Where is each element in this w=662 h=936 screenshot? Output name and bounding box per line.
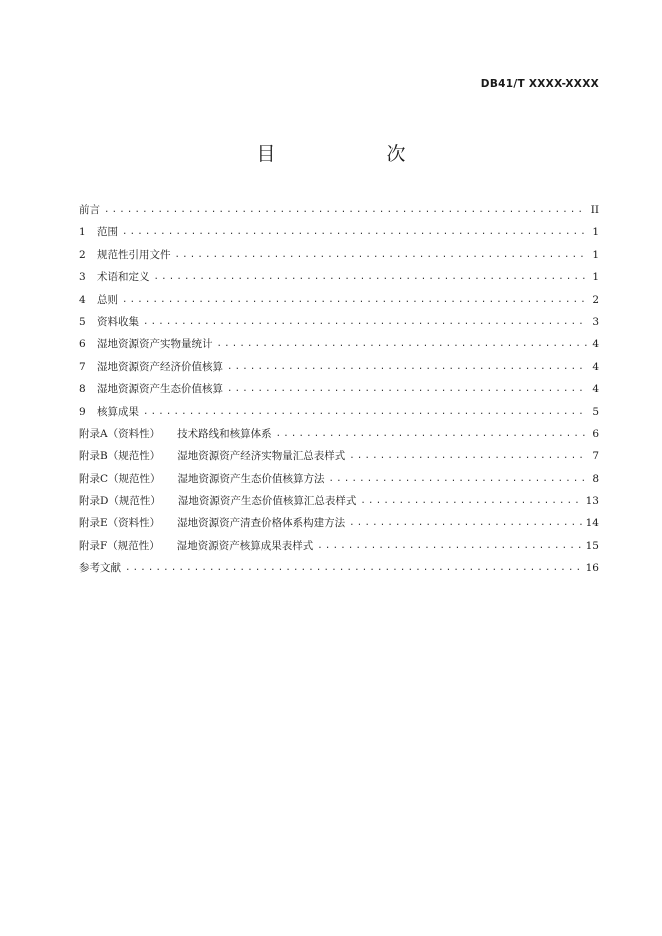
toc-page-number: 6 bbox=[592, 427, 599, 440]
toc-leader-dots bbox=[122, 221, 587, 243]
toc-page-number: 1 bbox=[592, 271, 599, 284]
toc-entry-4[interactable] bbox=[79, 289, 599, 311]
toc-leader-dots bbox=[276, 423, 587, 445]
toc-entry-text: 湿地资源资产清查价格体系构建方法 bbox=[177, 517, 346, 530]
toc-entry-text: 总则 bbox=[97, 293, 118, 306]
toc-page-number: 8 bbox=[592, 472, 599, 485]
toc-entry-annex-c[interactable] bbox=[79, 468, 599, 490]
toc-annex-label: 附录E（资料性） bbox=[79, 517, 161, 530]
toc-entry-number: 8 bbox=[79, 383, 86, 396]
toc-leader-dots bbox=[154, 266, 588, 288]
toc-page-number: 7 bbox=[592, 450, 599, 463]
toc-entry-text: 技术路线和核算体系 bbox=[177, 427, 272, 440]
toc-entry-annex-f[interactable] bbox=[79, 535, 599, 557]
toc-entry-annex-d[interactable] bbox=[79, 490, 599, 512]
toc-entry-text: 湿地资源资产核算成果表样式 bbox=[176, 539, 314, 552]
toc-entry-number: 7 bbox=[79, 360, 86, 373]
toc-leader-dots bbox=[122, 289, 587, 311]
toc-leader-dots bbox=[227, 378, 587, 400]
toc-entry-number: 5 bbox=[79, 315, 86, 328]
toc-page-number: 13 bbox=[585, 495, 599, 508]
toc-entry-text: 湿地资源资产生态价值核算 bbox=[97, 383, 223, 396]
toc-page-number: 2 bbox=[592, 293, 599, 306]
toc-entry-text: 资料收集 bbox=[97, 315, 139, 328]
toc-annex-label: 附录B（规范性） bbox=[79, 450, 161, 463]
toc-page-number: 4 bbox=[592, 338, 599, 351]
toc-page-number: 15 bbox=[585, 539, 599, 552]
toc-entry-5[interactable] bbox=[79, 311, 599, 333]
toc-entry-7[interactable] bbox=[79, 356, 599, 378]
toc-entry-text: 湿地资源资产经济价值核算 bbox=[97, 360, 223, 373]
toc-leader-dots bbox=[217, 333, 588, 355]
toc-leader-dots bbox=[349, 445, 587, 467]
toc-entry-text: 前言 bbox=[79, 204, 100, 216]
table-of-contents bbox=[79, 199, 599, 580]
toc-entry-text: 湿地资源资产生态价值核算方法 bbox=[177, 472, 325, 485]
toc-entry-annex-e[interactable] bbox=[79, 512, 599, 534]
toc-annex-label: 附录F（规范性） bbox=[79, 539, 160, 552]
toc-leader-dots bbox=[227, 356, 587, 378]
toc-leader-dots bbox=[125, 557, 582, 579]
toc-entry-annex-a[interactable] bbox=[79, 423, 599, 445]
toc-page-number: 5 bbox=[592, 405, 599, 418]
toc-entry-3[interactable] bbox=[79, 266, 599, 288]
toc-entry-number: 4 bbox=[79, 293, 86, 306]
toc-leader-dots bbox=[104, 199, 587, 221]
toc-entry-text: 湿地资源资产实物量统计 bbox=[97, 338, 213, 351]
toc-leader-dots bbox=[317, 535, 581, 557]
toc-entry-number: 6 bbox=[79, 338, 86, 351]
toc-entry-text: 参考文献 bbox=[79, 562, 121, 575]
toc-page-number: 1 bbox=[592, 248, 599, 261]
toc-entry-text: 范围 bbox=[97, 226, 118, 239]
document-code: DB41/T XXXX-XXXX bbox=[480, 78, 599, 90]
toc-leader-dots bbox=[349, 512, 581, 534]
toc-entry-9[interactable] bbox=[79, 401, 599, 423]
toc-page-number: 4 bbox=[592, 360, 599, 373]
toc-entry-foreword[interactable] bbox=[79, 199, 599, 221]
toc-leader-dots bbox=[175, 244, 588, 266]
toc-annex-label: 附录A（资料性） bbox=[79, 427, 161, 440]
toc-page-number: 3 bbox=[592, 315, 599, 328]
toc-page-number: 1 bbox=[592, 226, 599, 239]
toc-page-number: 16 bbox=[585, 562, 599, 575]
toc-page-number: 14 bbox=[585, 517, 599, 530]
toc-annex-label: 附录D（规范性） bbox=[79, 495, 161, 508]
toc-leader-dots bbox=[143, 401, 587, 423]
toc-entry-number: 3 bbox=[79, 271, 86, 284]
toc-entry-text: 规范性引用文件 bbox=[97, 248, 171, 261]
toc-entry-8[interactable] bbox=[79, 378, 599, 400]
toc-page-number: 4 bbox=[592, 383, 599, 396]
toc-entry-2[interactable] bbox=[79, 244, 599, 266]
toc-entry-1[interactable] bbox=[79, 221, 599, 243]
toc-page-number: II bbox=[590, 204, 599, 216]
toc-leader-dots bbox=[360, 490, 581, 512]
toc-entry-number: 1 bbox=[79, 226, 86, 239]
toc-annex-label: 附录C（规范性） bbox=[79, 472, 161, 485]
toc-entry-annex-b[interactable] bbox=[79, 445, 599, 467]
toc-entry-number: 9 bbox=[79, 405, 86, 418]
toc-entry-text: 核算成果 bbox=[97, 405, 139, 418]
toc-entry-references[interactable] bbox=[79, 557, 599, 579]
toc-title: 目 次 bbox=[256, 143, 452, 165]
toc-entry-text: 湿地资源资产生态价值核算汇总表样式 bbox=[177, 495, 357, 508]
toc-entry-text: 术语和定义 bbox=[97, 271, 150, 284]
toc-leader-dots bbox=[143, 311, 587, 333]
toc-entry-6[interactable] bbox=[79, 333, 599, 355]
toc-leader-dots bbox=[329, 468, 587, 490]
toc-entry-number: 2 bbox=[79, 248, 86, 261]
toc-entry-text: 湿地资源资产经济实物量汇总表样式 bbox=[177, 450, 346, 463]
